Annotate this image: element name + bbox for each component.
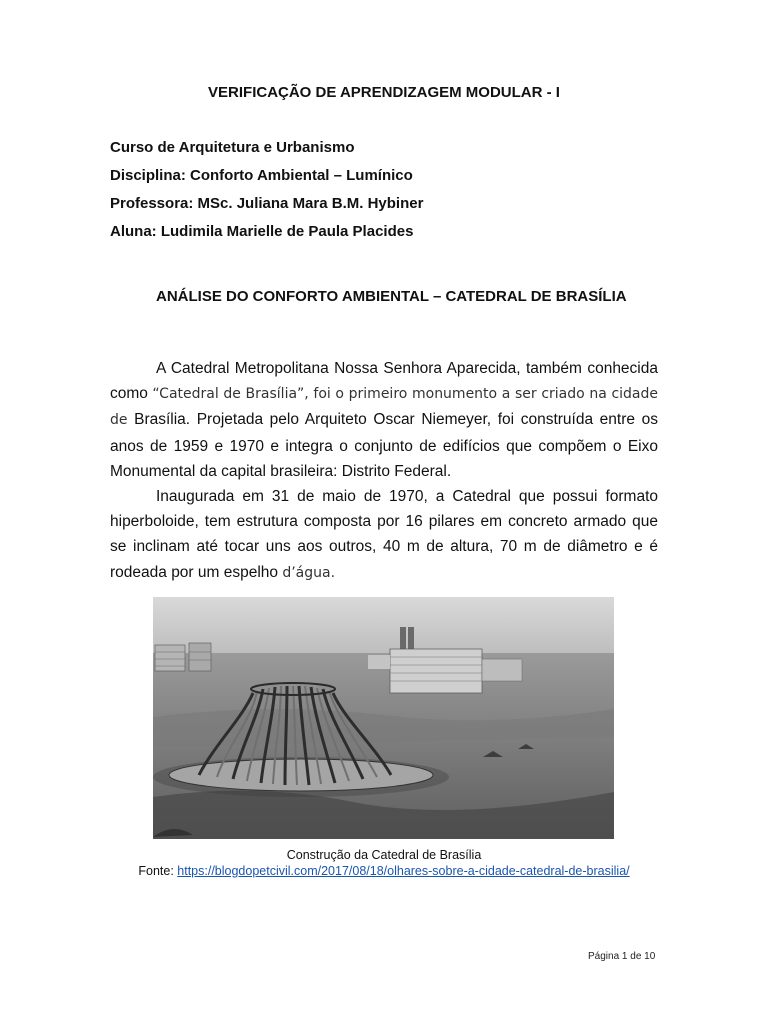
document-meta: [110, 134, 670, 246]
source-link[interactable]: https://blogdopetcivil.com/2017/08/18/olhares-sobre-a-cidade-catedral-de-brasilia/: [177, 864, 630, 878]
caption-title: Construção da Catedral de Brasília: [286, 848, 482, 862]
paragraph-1: A Catedral Metropolitana Nossa Senhora Aparecida, também conhecida como “Catedral de Brasília”, foi o primeiro monumento a ser criado na cidade de Brasília. Projetada pelo Arquiteto Oscar Niemeyer, foi construída entre os anos de 1959 e 1970 e integra o conjunto de edifícios que compõem o Eixo Monumental da capital brasileira: Distrito Federal.: [110, 360, 658, 480]
figure-caption: [0, 847, 768, 879]
document-title: VERIFICAÇÃO DE APRENDIZAGEM MODULAR - I: [208, 84, 560, 101]
page-number: Página 1 de 10: [588, 951, 656, 962]
quoted-name: “Catedral de Brasília”, foi o primeiro monumento a ser criado na cidade de: [110, 386, 658, 429]
professor-line: Professora: MSc. Juliana Mara B.M. Hybiner: [110, 195, 424, 212]
student-line: Aluna: Ludimila Marielle de Paula Placides: [110, 223, 414, 240]
section-title: ANÁLISE DO CONFORTO AMBIENTAL – CATEDRAL DE BRASÍLIA: [156, 288, 627, 305]
body-text: [110, 356, 658, 586]
caption-source: Fonte: https://blogdopetcivil.com/2017/08/18/olhares-sobre-a-cidade-catedral-de-brasilia/: [138, 864, 630, 878]
paragraph-2: Inaugurada em 31 de maio de 1970, a Catedral que possui formato hiperboloide, tem estrutura composta por 16 pilares em concreto armado que se inclinam até tocar uns aos outros, 40 m de altura, 70 m de diâmetro e é rodeada por um espelho d’água.: [110, 488, 658, 581]
discipline-line: Disciplina: Conforto Ambiental – Lumínico: [110, 167, 413, 184]
cathedral-construction-photo: [153, 597, 614, 839]
course-line: Curso de Arquitetura e Urbanismo: [110, 139, 355, 156]
